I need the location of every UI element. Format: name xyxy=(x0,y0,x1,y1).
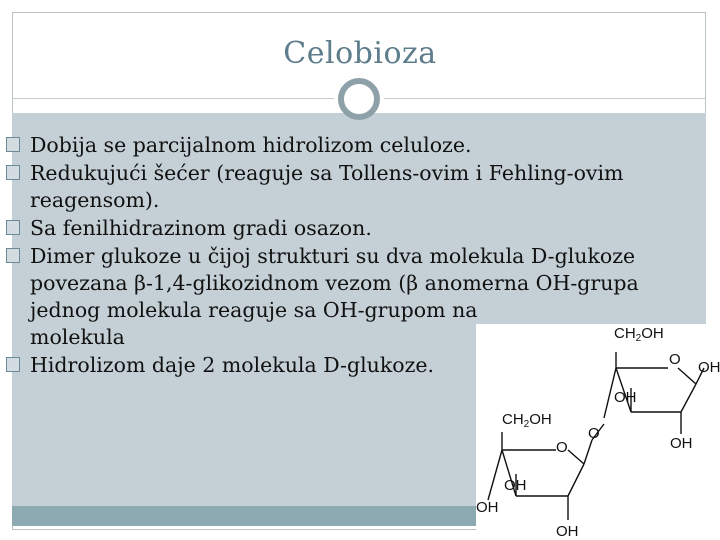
cellobiose-structure-drawing xyxy=(476,324,720,540)
checkbox-bullet-icon xyxy=(6,357,20,372)
ring-oxygen-label: O xyxy=(669,351,681,368)
ring-ornament-icon xyxy=(338,78,380,120)
bullet-text: Redukujući šećer (reaguje sa Tollens-ovim i Fehling-ovim xyxy=(30,161,624,185)
bullet-text: Hidrolizom daje 2 molekula D-glukoze. xyxy=(30,353,435,377)
slide-title: Celobioza xyxy=(283,36,437,71)
hydroxyl-label: OH xyxy=(698,359,720,376)
checkbox-bullet-icon xyxy=(6,220,20,235)
checkbox-bullet-icon xyxy=(6,137,20,152)
bullet-item xyxy=(6,215,706,242)
ch2oh-label: $CH_2OH$ xyxy=(614,325,664,344)
checkbox-bullet-icon xyxy=(6,165,20,180)
checkbox-bullet-icon xyxy=(6,248,20,263)
ch2oh-label: $CH_2OH$ xyxy=(502,411,552,430)
title-divider-left xyxy=(12,98,334,99)
bullet-text: Sa fenilhidrazinom gradi osazon. xyxy=(30,216,372,240)
bullet-text: jednog molekula reaguje sa OH-grupom na xyxy=(30,298,478,322)
bullet-text: povezana β-1,4-glikozidnom vezom (β anomerna OH-grupa xyxy=(30,271,639,295)
bullet-item xyxy=(6,132,706,159)
hydroxyl-label: OH xyxy=(556,523,579,540)
bullet-text: Dimer glukoze u čijoj strukturi su dva molekula D-glukoze xyxy=(30,244,636,268)
cellobiose-structure xyxy=(476,324,720,540)
bullet-item xyxy=(6,160,706,214)
bullet-text: molekula xyxy=(30,325,125,349)
ring-oxygen-label: O xyxy=(556,439,568,456)
title-divider-right xyxy=(384,98,706,99)
hydroxyl-label: OH xyxy=(614,389,637,406)
hydroxyl-label: OH xyxy=(476,499,499,516)
hydroxyl-label: OH xyxy=(670,435,693,452)
glycosidic-oxygen-label: O xyxy=(588,425,600,442)
hydroxyl-label: OH xyxy=(504,477,527,494)
bullet-text: reagensom). xyxy=(30,188,160,212)
bullet-text: Dobija se parcijalnom hidrolizom celuloze. xyxy=(30,133,472,157)
